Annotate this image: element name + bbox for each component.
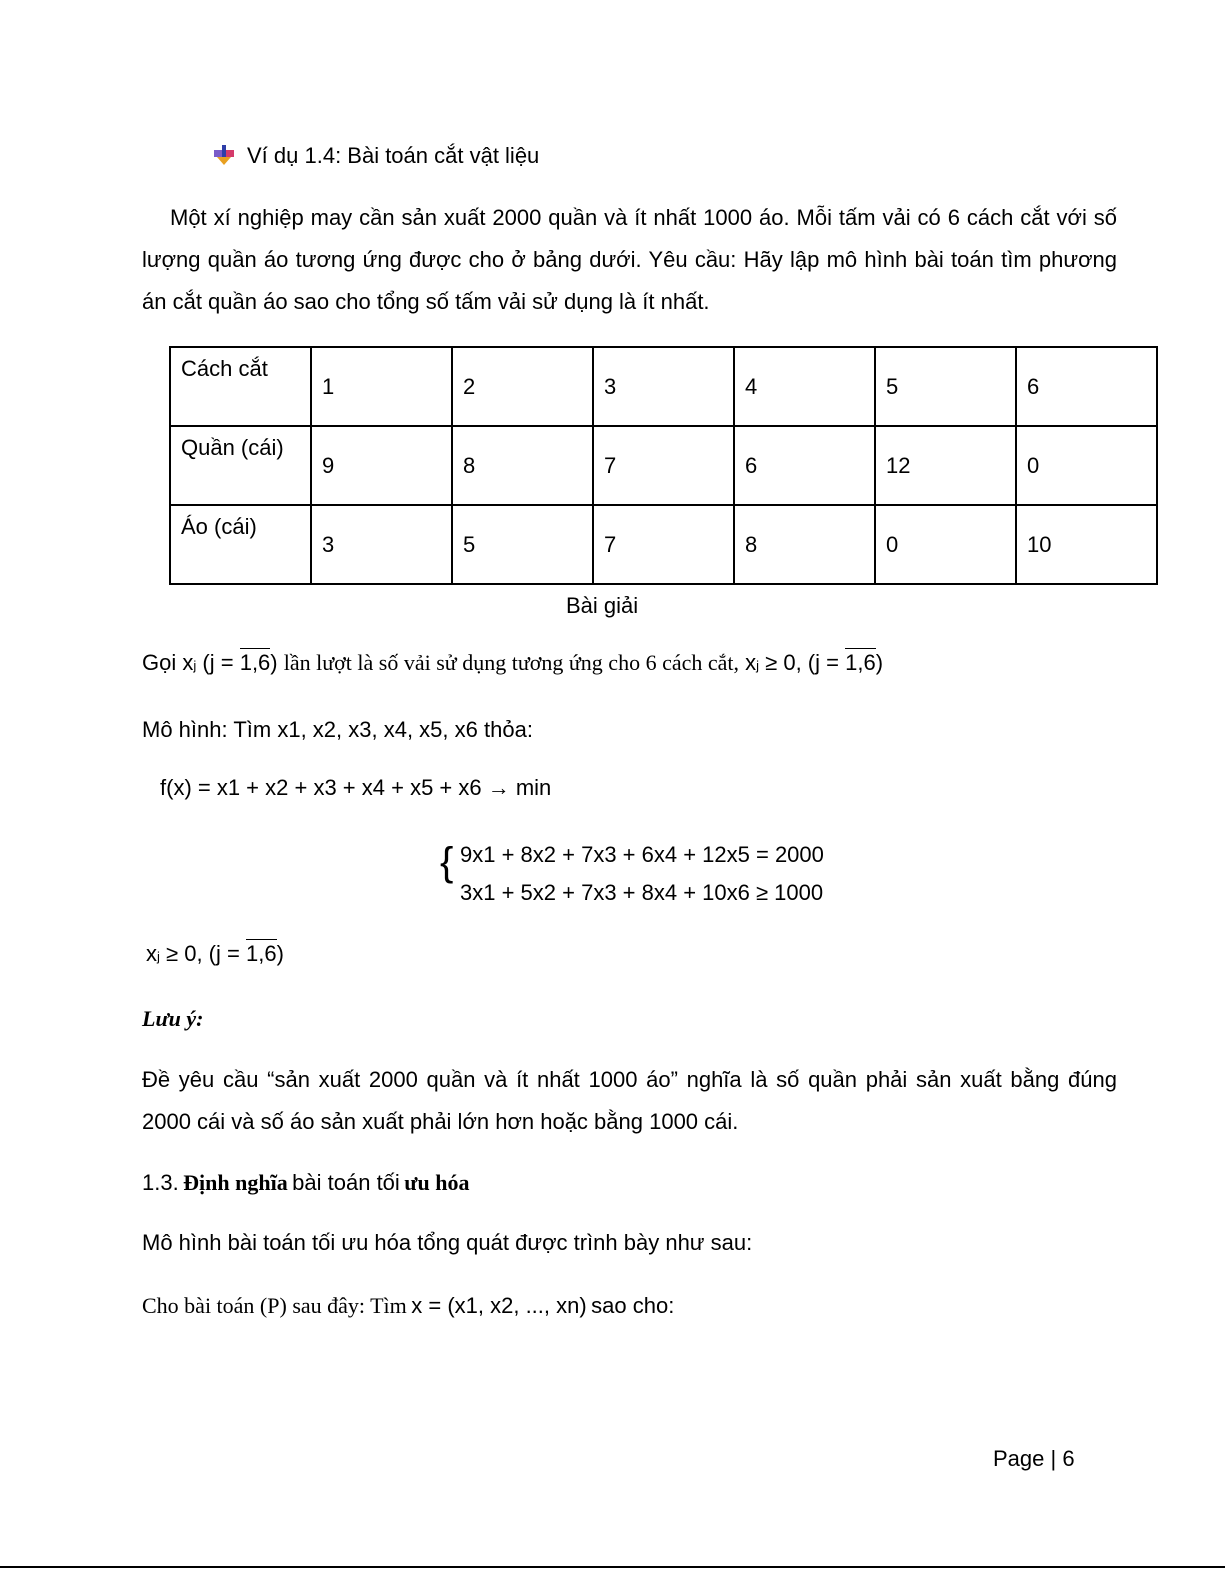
var-symbol: x — [182, 650, 194, 675]
page-bottom-rule — [0, 1566, 1225, 1568]
note-paragraph: Đề yêu cầu “sản xuất 2000 quần và ít nhất 1000 áo” nghĩa là số quần phải sản xuất bằng đúng 2000 cái và số áo sản xuất phải lớn hơn hoặc bằng 1000 cái. — [142, 1067, 1117, 1134]
example-heading — [213, 143, 539, 169]
table-cell: Quần (cái) — [170, 426, 311, 505]
domain-sub: j — [157, 949, 160, 964]
solution-title: Bài giải — [566, 593, 639, 618]
table-row — [170, 505, 1157, 584]
domain-close: ) — [276, 941, 284, 966]
table-row — [170, 426, 1157, 505]
table-cell: 6 — [1016, 347, 1157, 426]
table-cell: 2 — [452, 347, 593, 426]
nonneg-text: ≥ 0, ( — [765, 650, 816, 675]
note-title: Lưu ý: — [142, 1006, 204, 1031]
problem-text: Một xí nghiệp may cần sản xuất 2000 quần và ít nhất 1000 áo. Mỗi tấm vải có 6 cách cắt với số lượng quần áo tương ứng được cho ở bảng dưới. Yêu cầu: Hãy lập mô hình bài toán tìm phương án cắt quần áo sao cho tổng số tấm vải sử dụng là ít nhất. — [142, 205, 1117, 314]
j-equals-2: j = — [815, 650, 839, 675]
table-cell: 4 — [734, 347, 875, 426]
paren-open: ( — [202, 650, 210, 675]
paren-close-2: ) — [875, 650, 884, 675]
model-intro-line — [142, 717, 533, 743]
table-cell: 3 — [311, 505, 452, 584]
table-cell: 7 — [593, 426, 734, 505]
problem-p-vector: x = (x1, x2, ..., xn) — [411, 1293, 587, 1318]
table-cell: 1 — [311, 347, 452, 426]
table-cell: 0 — [875, 505, 1016, 584]
j-equals: j = — [209, 650, 234, 675]
table-cell: 5 — [452, 505, 593, 584]
section-number: 1.3. — [142, 1170, 179, 1195]
problem-p-tail: sao cho: — [591, 1293, 675, 1318]
section-title-mid: bài toán tối — [292, 1170, 400, 1195]
table-cell: 10 — [1016, 505, 1157, 584]
problem-p-text: Cho bài toán (P) sau đây: Tìm — [142, 1293, 407, 1318]
table-cell: 6 — [734, 426, 875, 505]
index-range: 1,6 — [239, 650, 271, 675]
domain-var: x — [146, 941, 157, 966]
table-cell: Cách cắt — [170, 347, 311, 426]
model-vars: x1, x2, x3, x4, x5, x6 — [277, 717, 478, 742]
table-cell: 8 — [452, 426, 593, 505]
table-cell: 3 — [593, 347, 734, 426]
model-intro: Mô hình: Tìm — [142, 717, 272, 742]
general-intro: Mô hình bài toán tối ưu hóa tổng quát được trình bày như sau: — [142, 1230, 753, 1255]
example-heading-text: Ví dụ 1.4: Bài toán cắt vật liệu — [247, 143, 540, 168]
section-title-bold: Định nghĩa — [183, 1170, 288, 1195]
domain-mid: ≥ 0, ( — [166, 941, 216, 966]
page-number: Page | 6 — [993, 1446, 1075, 1471]
nonneg-sub: j — [756, 658, 760, 673]
var-description: lần lượt là số vải sử dụng tương ứng cho 6 cách cắt, — [283, 650, 740, 675]
cutting-table — [169, 346, 1158, 585]
constraint-1: 9x1 + 8x2 + 7x3 + 6x4 + 12x5 = 2000 — [460, 842, 824, 867]
table-row — [170, 347, 1157, 426]
domain-range: 1,6 — [245, 941, 277, 966]
constraint-2: 3x1 + 5x2 + 7x3 + 8x4 + 10x6 ≥ 1000 — [460, 880, 824, 905]
nonneg-var: x — [745, 650, 757, 675]
table-cell: Áo (cái) — [170, 505, 311, 584]
table-cell: 9 — [311, 426, 452, 505]
var-prefix: Gọi — [142, 650, 177, 675]
paren-close: ) — [270, 650, 278, 675]
variables-line — [142, 650, 883, 676]
constraint-brace: { — [440, 840, 454, 884]
table-cell: 12 — [875, 426, 1016, 505]
objective-function: f(x) = x1 + x2 + x3 + x4 + x5 + x6 → min — [160, 775, 552, 800]
problem-paragraph — [142, 197, 1117, 323]
variable-domain — [146, 941, 284, 967]
section-title-end: ưu hóa — [404, 1170, 470, 1195]
index-range-2: 1,6 — [845, 650, 876, 675]
var-subscript: j — [193, 658, 197, 673]
table-cell: 7 — [593, 505, 734, 584]
table-cell: 0 — [1016, 426, 1157, 505]
section-heading — [142, 1170, 469, 1196]
table-cell: 8 — [734, 505, 875, 584]
problem-p-line — [142, 1293, 674, 1319]
domain-j: j = — [216, 941, 240, 966]
table-cell: 5 — [875, 347, 1016, 426]
bullet-icon — [213, 144, 235, 166]
model-tail: thỏa: — [484, 717, 533, 742]
